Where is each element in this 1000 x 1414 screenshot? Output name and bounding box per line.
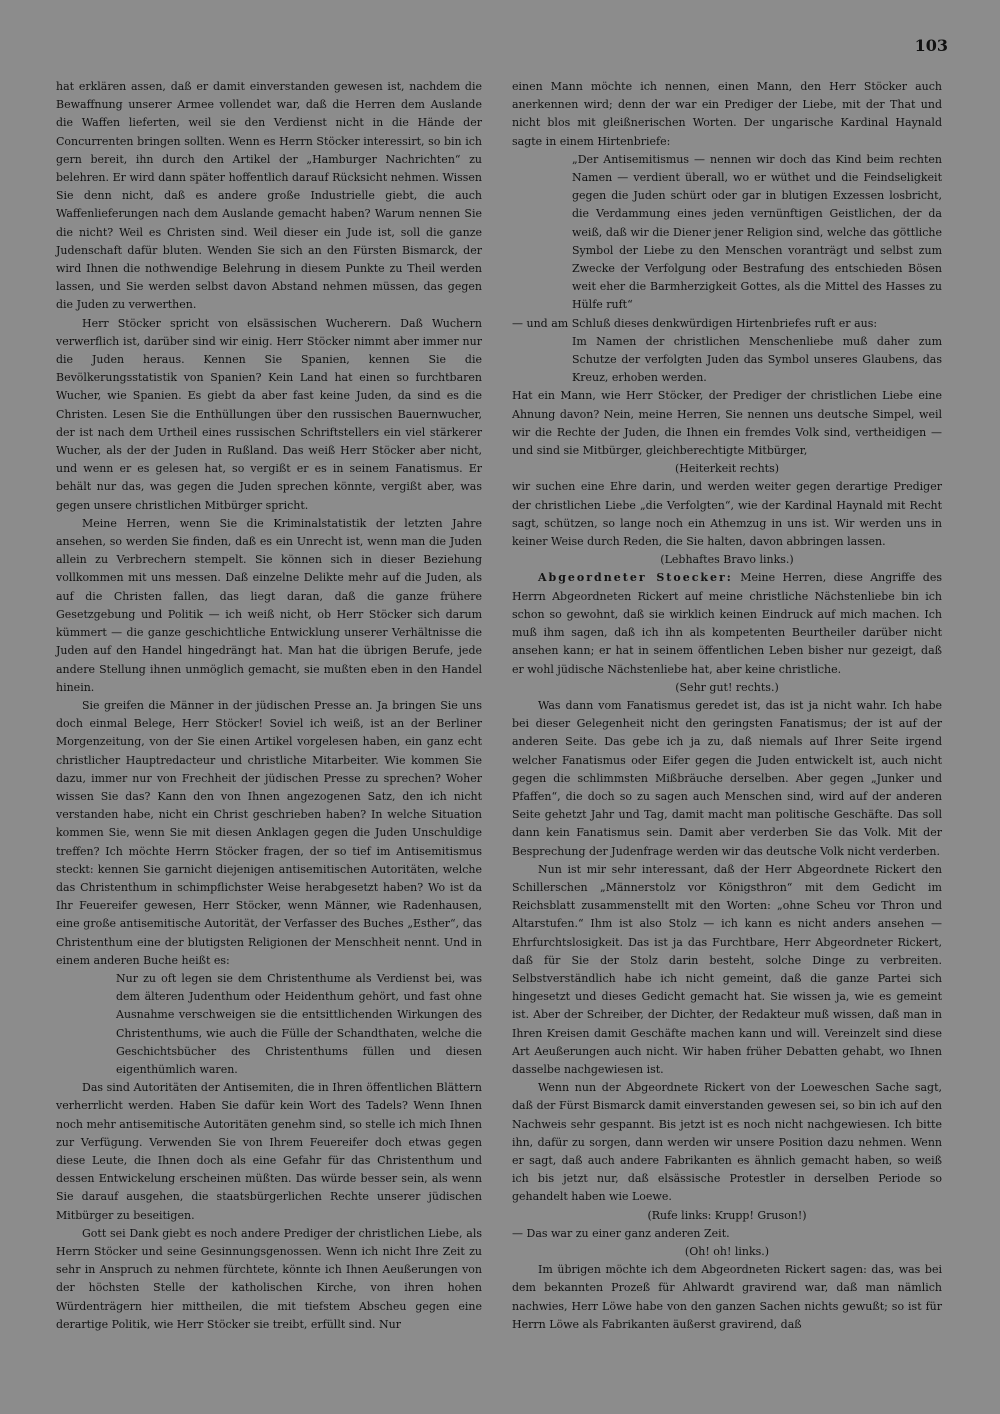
annotation: (Sehr gut! rechts.) <box>675 680 779 694</box>
annotation: (Lebhaftes Bravo links.) <box>660 553 794 567</box>
paragraph: wir suchen eine Ehre darin, und werden weiter gegen derartige Prediger der christlichen Liebe „die Verfolgten“, wie der Kardinal Haynald mit Recht sagt, schützen, so lange noch ein Athemzug in uns ist. Wir werden uns in keiner Weise durch Reden, die Sie halten, davon abbringen lassen. <box>512 480 942 549</box>
right-column <box>512 78 942 1334</box>
paragraph: Das sind Autoritäten der Antisemiten, die in Ihren öffentlichen Blättern verherrlicht werden. Haben Sie dafür kein Wort des Tadels? Wenn Ihnen noch mehr antisemitische Autoritäten genehm sind, so stelle ich mich Ihnen zur Verfügung. Verwenden Sie von Ihrem Feuereifer doch etwas gegen diese Leute, die Ihnen doch als eine Gefahr für das Christenthum und dessen Entwickelung erscheinen müßten. Das würde besser sein, als wenn Sie darauf ausgehen, die staatsbürgerlichen Rechte unserer jüdischen Mitbürger zu beseitigen. <box>56 1081 482 1222</box>
paragraph: Was dann vom Fanatismus geredet ist, das ist ja nicht wahr. Ich habe bei dieser Gelegenheit nicht den geringsten Fanatismus; der ist auf der anderen Seite. Das gebe ich ja zu, daß niemals auf Ihrer Seite irgend welcher Fanatismus oder Eifer gegen die Juden entwickelt ist, auch nicht gegen die schlimmsten Mißbräuche derselben. Aber gegen „Junker und Pfaffen“, die doch so zu sagen auch Menschen sind, wird auf der anderen Seite gehetzt Jahr und Tag, damit macht man politische Geschäfte. Das soll dann kein Fanatismus sein. Damit aber verderben Sie das Volk. Mit der Besprechung der Judenfrage werden wir das deutsche Volk nicht verderben. <box>512 698 942 858</box>
block-quote: „Der Antisemitismus — nennen wir doch das Kind beim rechten Namen — verdient überall, wo er wüthet und die Feindseligkeit gegen die Juden schürt oder gar in blutigen Exzessen losbricht, die Verdammung eines jeden vernünftigen Geistlichen, der da weiß, daß wir die Diener jener Religion sind, welche das göttliche Symbol der Liebe zu den Menschen voranträgt und selbst zum Zwecke der Verfolgung oder Bestrafung des entschieden Bösen weit eher die Barmherzigkeit Gottes, als die Mittel des Hasses zu Hülfe ruft“ <box>572 152 942 312</box>
paragraph: Gott sei Dank giebt es noch andere Prediger der christlichen Liebe, als Herrn Stöcker und seine Gesinnungsgenossen. Wenn ich nicht Ihre Zeit zu sehr in Anspruch zu nehmen fürchtete, könnte ich Ihnen Aeußerungen von der höchsten Stelle der katholischen Kirche, von ihren hohen Würdenträgern hier mittheilen, die mit tiefstem Abscheu gegen eine derartige Politik, wie Herr Stöcker sie treibt, erfüllt sind. Nur <box>56 1226 482 1331</box>
page-number: 103 <box>914 36 948 55</box>
speech-text: Meine Herren, diese Angriffe des Herrn Abgeordneten Rickert auf meine christliche Nächstenliebe bin ich schon so gewohnt, daß sie wirklich keinen Eindruck auf mich machen. Ich muß ihm sagen, daß ich ihn als kompetenten Beurtheiler darüber nicht ansehen kann; er hat in seinem öffentlichen Leben bisher nur gezeigt, daß er wohl jüdische Nächstenliebe hat, aber keine christliche. <box>512 571 942 676</box>
paragraph: Im übrigen möchte ich dem Abgeordneten Rickert sagen: das, was bei dem bekannten Prozeß für Ahlwardt gravirend war, daß man nämlich nachwies, Herr Löwe habe von den ganzen Sachen nichts gewußt; so ist für Herrn Löwe als Fabrikanten äußerst gravirend, daß <box>512 1263 942 1331</box>
paragraph: Meine Herren, wenn Sie die Kriminalstatistik der letzten Jahre ansehen, so werden Sie finden, daß es ein Unrecht ist, wenn man die Juden allein zu Verbrechern stempelt. Sie können sich in dieser Beziehung vollkommen mit uns messen. Daß einzelne Delikte mehr auf die Juden, als auf die Christen fallen, das liegt daran, daß die ganze frühere Gesetzgebung und Politik — ich weiß nicht, ob Herr Stöcker sich darum kümmert — die ganze geschichtliche Entwicklung unserer Verhältnisse die Juden auf den Handel hingedrängt hat. Man hat die übrigen Berufe, jede andere Stellung ihnen unmöglich gemacht, sie mußten eben in den Handel hinein. <box>56 516 482 694</box>
paragraph: Hat ein Mann, wie Herr Stöcker, der Prediger der christlichen Liebe eine Ahnung davon? Nein, meine Herren, Sie nennen uns deutsche Simpel, weil wir die Rechte der Juden, die Ihnen ein fremdes Volk sind, vertheidigen — und sind sie Mitbürger, gleichberechtigte Mitbürger, <box>512 389 942 458</box>
annotation: (Heiterkeit rechts) <box>674 462 780 476</box>
paragraph: — Das war zu einer ganz anderen Zeit. <box>512 1226 730 1240</box>
left-column <box>56 78 482 1334</box>
block-quote: Nur zu oft legen sie dem Christenthume als Verdienst bei, was dem älteren Judenthum oder Heidenthum gehört, und fast ohne Ausnahme verschweigen sie die entsittlichenden Wirkungen des Christenthums, wie auch die Fülle der Schandthaten, welche die Geschichtsbücher des Christenthums füllen und diesen eigenthümlich waren. <box>116 971 482 1076</box>
block-quote: Im Namen der christlichen Menschenliebe muß daher zum Schutze der verfolgten Juden das Symbol unseres Glaubens, das Kreuz, erhoben werden. <box>572 334 942 385</box>
speaker-paragraph <box>512 569 942 678</box>
paragraph: — und am Schluß dieses denkwürdigen Hirtenbriefes ruft er aus: <box>512 316 878 330</box>
paragraph: Nun ist mir sehr interessant, daß der Herr Abgeordnete Rickert den Schillerschen „Männerstolz vor Königsthron“ mit dem Gedicht im Reichsblatt zusammenstellt mit den Worten: „ohne Scheu vor Thron und Altarstufen.“ Ihm ist also Stolz — ich kann es nicht anders ansehen — Ehrfurchtslosigkeit. Das ist ja das Furchtbare, Herr Abgeordneter Rickert, daß für Sie der Stolz darin besteht, solche Dinge zu verbreiten. Selbstverständlich habe ich nicht gemeint, daß die ganze Partei sich hingesetzt und dieses Gedicht gemacht hat. Sie wissen ja, wie es gemeint ist. Aber der Schreiber, der Dichter, der Redakteur muß wissen, daß man in Ihren Kreisen damit Geschäfte machen kann und will. Vereinzelt sind diese Art Aeußerungen auch nicht. Wir haben früher Debatten gehabt, wo Ihnen dasselbe nachgewiesen ist. <box>512 862 942 1076</box>
paragraph: einen Mann möchte ich nennen, einen Mann, den Herr Stöcker auch anerkennen wird; denn der war ein Prediger der Liebe, mit der That und nicht blos mit gleißnerischen Worten. Der ungarische Kardinal Haynald sagte in einem Hirtenbriefe: <box>512 80 942 148</box>
paragraph: Sie greifen die Männer in der jüdischen Presse an. Ja bringen Sie uns doch einmal Belege, Herr Stöcker! Soviel ich weiß, ist an der Berliner Morgenzeitung, von der Sie einen Artikel vorgelesen haben, ein ganz echt christlicher Hauptredacteur und christliche Mitarbeiter. Wie kommen Sie dazu, immer nur von Frechheit der jüdischen Presse zu sprechen? Woher wissen Sie das? Kann den von Ihnen angezogenen Satz, den ich nicht verstanden habe, nicht ein Christ geschrieben haben? In welche Situation kommen Sie, wenn Sie mit diesen Anklagen gegen die Juden Unschuldige treffen? Ich möchte Herrn Stöcker fragen, der so tief im Antisemitismus steckt: kennen Sie garnicht diejenigen antisemitischen Autoritäten, welche das Christenthum in schimpflichster Weise herabgesetzt haben? Wo ist da Ihr Feuereifer gewesen, Herr Stöcker, wenn Männer, wie Radenhausen, eine große antisemitische Autorität, der Verfasser des Buches „Esther“, das Christenthum eine der blutigsten Religionen der Menschheit nennt. Und in einem anderen Buche heißt es: <box>56 698 482 967</box>
annotation: (Oh! oh! links.) <box>684 1245 770 1258</box>
annotation: (Rufe links: Krupp! Gruson!) <box>647 1208 807 1222</box>
speaker-name: Abgeordneter Stoecker: <box>538 571 733 585</box>
paragraph: Herr Stöcker spricht von elsässischen Wucherern. Daß Wuchern verwerflich ist, darüber sind wir einig. Herr Stöcker nimmt aber immer nur die Juden heraus. Kennen Sie Spanien, kennen Sie die Bevölkerungsstatistik von Spanien? Kein Land hat einen so furchtbaren Wucher, wie Spanien. Es giebt da aber fast keine Juden, da sind es die Christen. Lesen Sie die Enthüllungen über den russischen Bauernwucher, der ist nach dem Urtheil eines russischen Schriftstellers ein viel stärkerer Wucher, als der der Juden in Rußland. Das weiß Herr Stöcker aber nicht, und wenn er es gelesen hat, so vergißt er es in seinem Fanatismus. Er behält nur das, was gegen die Juden sprechen könnte, vergißt aber, was gegen unsere christlichen Mitbürger spricht. <box>56 316 482 512</box>
paragraph: Wenn nun der Abgeordnete Rickert von der Loeweschen Sache sagt, daß der Fürst Bismarck damit einverstanden gewesen sei, so bin ich auf den Nachweis sehr gespannt. Bis jetzt ist es noch nicht nachgewiesen. Ich bitte ihn, dafür zu sorgen, dann werden wir unsere Position dazu nehmen. Wenn er sagt, daß auch andere Fabrikanten es ähnlich gemacht haben, so weiß ich bis jetzt nur, daß elsässische Protestler in derselben Periode so gehandelt haben wie Loewe. <box>512 1081 942 1204</box>
paragraph: hat erklären assen, daß er damit einverstanden gewesen ist, nachdem die Bewaffnung unserer Armee vollendet war, daß die Herren dem Auslande die Waffen lieferten, weil sie den Verdienst nicht in die Hände der Concurrenten bringen sollten. Wenn es Herrn Stöcker interessirt, so bin ich gern bereit, ihn durch den Artikel der „Hamburger Nachrichten“ zu belehren. Er wird dann später hoffentlich darauf Rücksicht nehmen. Wissen Sie denn nicht, daß es andere große Industrielle giebt, die auch Waffenlieferungen nach dem Auslande gemacht haben? Warum nennen Sie die nicht? Weil es Christen sind. Weil dieser ein Jude ist, soll die ganze Judenschaft dafür bluten. Wenden Sie sich an den Fürsten Bismarck, der wird Ihnen die nothwendige Belehrung in diesem Punkte zu Theil werden lassen, und Sie werden selbst davon Abstand nehmen müssen, das gegen die Juden zu verwerthen. <box>56 80 482 312</box>
